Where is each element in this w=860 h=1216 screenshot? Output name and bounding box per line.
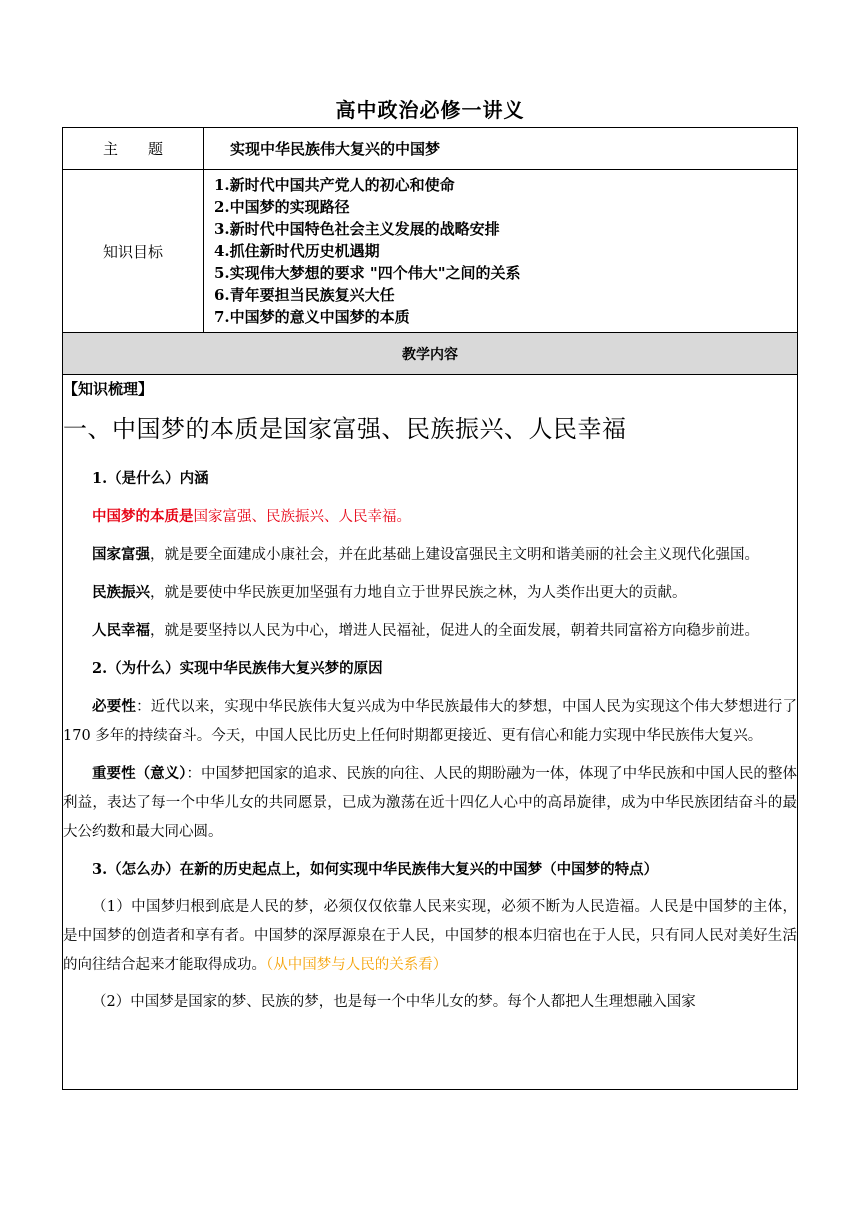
term-national-rejuvenation: 民族振兴	[92, 584, 150, 601]
subsection-title-text: 2.（为什么）实现中华民族伟大复兴梦的原因	[92, 660, 383, 677]
subsection-title-text: 3.（怎么办）在新的历史起点上，如何实现中华民族伟大复兴的中国梦（中国梦的特点）	[92, 861, 659, 878]
paragraph-point-2	[63, 988, 797, 1017]
content-body	[63, 378, 797, 1086]
paragraph-text: ，就是要坚持以人民为中心，增进人民福祉，促进人的全面发展，朝着共同富裕方向稳步前进。	[150, 623, 759, 639]
goal-item: 7.中国梦的意义中国梦的本质	[214, 308, 410, 326]
goals-list	[204, 170, 797, 332]
topic-label: 主 题	[63, 128, 204, 170]
goal-item: 1.新时代中国共产党人的初心和使命	[214, 176, 455, 194]
goal-item: 2.中国梦的实现路径	[214, 198, 350, 216]
content-header: 教学内容	[63, 333, 798, 375]
term-people-happiness: 人民幸福	[92, 622, 150, 639]
paragraph-necessity	[63, 692, 797, 751]
goal-item: 4.抓住新时代历史机遇期	[214, 242, 380, 260]
lesson-outline-table	[62, 127, 798, 1090]
essence-paragraph	[63, 502, 797, 532]
goal-item: 6.青年要担当民族复兴大任	[214, 286, 395, 304]
page-title: 高中政治必修一讲义	[335, 98, 525, 122]
section-heading: 一、中国梦的本质是国家富强、民族振兴、人民幸福	[63, 415, 627, 443]
term-national-prosperity: 国家富强	[92, 546, 150, 563]
content-cell	[63, 375, 798, 1090]
paragraph-text: ：中国梦把国家的追求、民族的向往、人民的期盼融为一体，体现了中华民族和中国人民的整体利益，表达了每一个中华儿女的共同愿景，已成为激荡在近十四亿人心中的高昂旋律，成为中华民族团结奋斗的最大公约数和最大同心圆。	[63, 766, 797, 840]
subsection-title-2	[63, 654, 797, 684]
paragraph-importance	[63, 759, 797, 847]
paragraph-people-happiness	[63, 616, 797, 646]
term-importance: 重要性（意义）	[92, 765, 187, 782]
goal-item: 5.实现伟大梦想的要求 "四个伟大"之间的关系	[214, 264, 521, 282]
goal-item: 3.新时代中国特色社会主义发展的战略安排	[214, 220, 500, 238]
essence-lead: 中国梦的本质是	[92, 508, 194, 525]
paragraph-text: （2）中国梦是国家的梦、民族的梦，也是每一个中华儿女的梦。每个人都把人生理想融入国家	[92, 994, 696, 1010]
section-label: 【知识梳理】	[63, 380, 154, 398]
subsection-title-1	[63, 464, 797, 494]
paragraph-point-1	[63, 893, 797, 980]
subsection-title-text: 1.（是什么）内涵	[92, 470, 209, 487]
paragraph-text: ：近代以来，实现中华民族伟大复兴成为中华民族最伟大的梦想，中国人民为实现这个伟大梦想进行了 170 多年的持续奋斗。今天，中国人民比历史上任何时期都更接近、更有信心和能力实现中华民族伟大复兴。	[63, 699, 797, 744]
term-necessity: 必要性	[92, 698, 137, 715]
topic-row	[63, 128, 798, 170]
goals-label: 知识目标	[63, 170, 204, 333]
essence-text: 国家富强、民族振兴、人民幸福。	[193, 509, 411, 525]
annotation-note: （从中国梦与人民的关系看）	[266, 957, 448, 973]
content-header-row	[63, 333, 798, 375]
paragraph-national-rejuvenation	[63, 578, 797, 608]
paragraph-text: ，就是要使中华民族更加坚强有力地自立于世界民族之林，为人类作出更大的贡献。	[150, 585, 687, 601]
goals-cell	[204, 170, 798, 333]
topic-value: 实现中华民族伟大复兴的中国梦	[204, 128, 798, 170]
paragraph-text: （1）中国梦归根到底是人民的梦，必须仅仅依靠人民来实现，必须不断为人民造福。人民是中国梦的主体，是中国梦的创造者和享有者。中国梦的深厚源泉在于人民，中国梦的根本归宿也在于人民，只有同人民对美好生活的向往结合起来才能取得成功。	[63, 899, 797, 973]
paragraph-national-prosperity	[63, 540, 797, 570]
content-row	[63, 375, 798, 1090]
paragraph-text: ，就是要全面建成小康社会，并在此基础上建设富强民主文明和谐美丽的社会主义现代化强国。	[150, 547, 759, 563]
goals-row	[63, 170, 798, 333]
subsection-title-3	[63, 855, 797, 885]
